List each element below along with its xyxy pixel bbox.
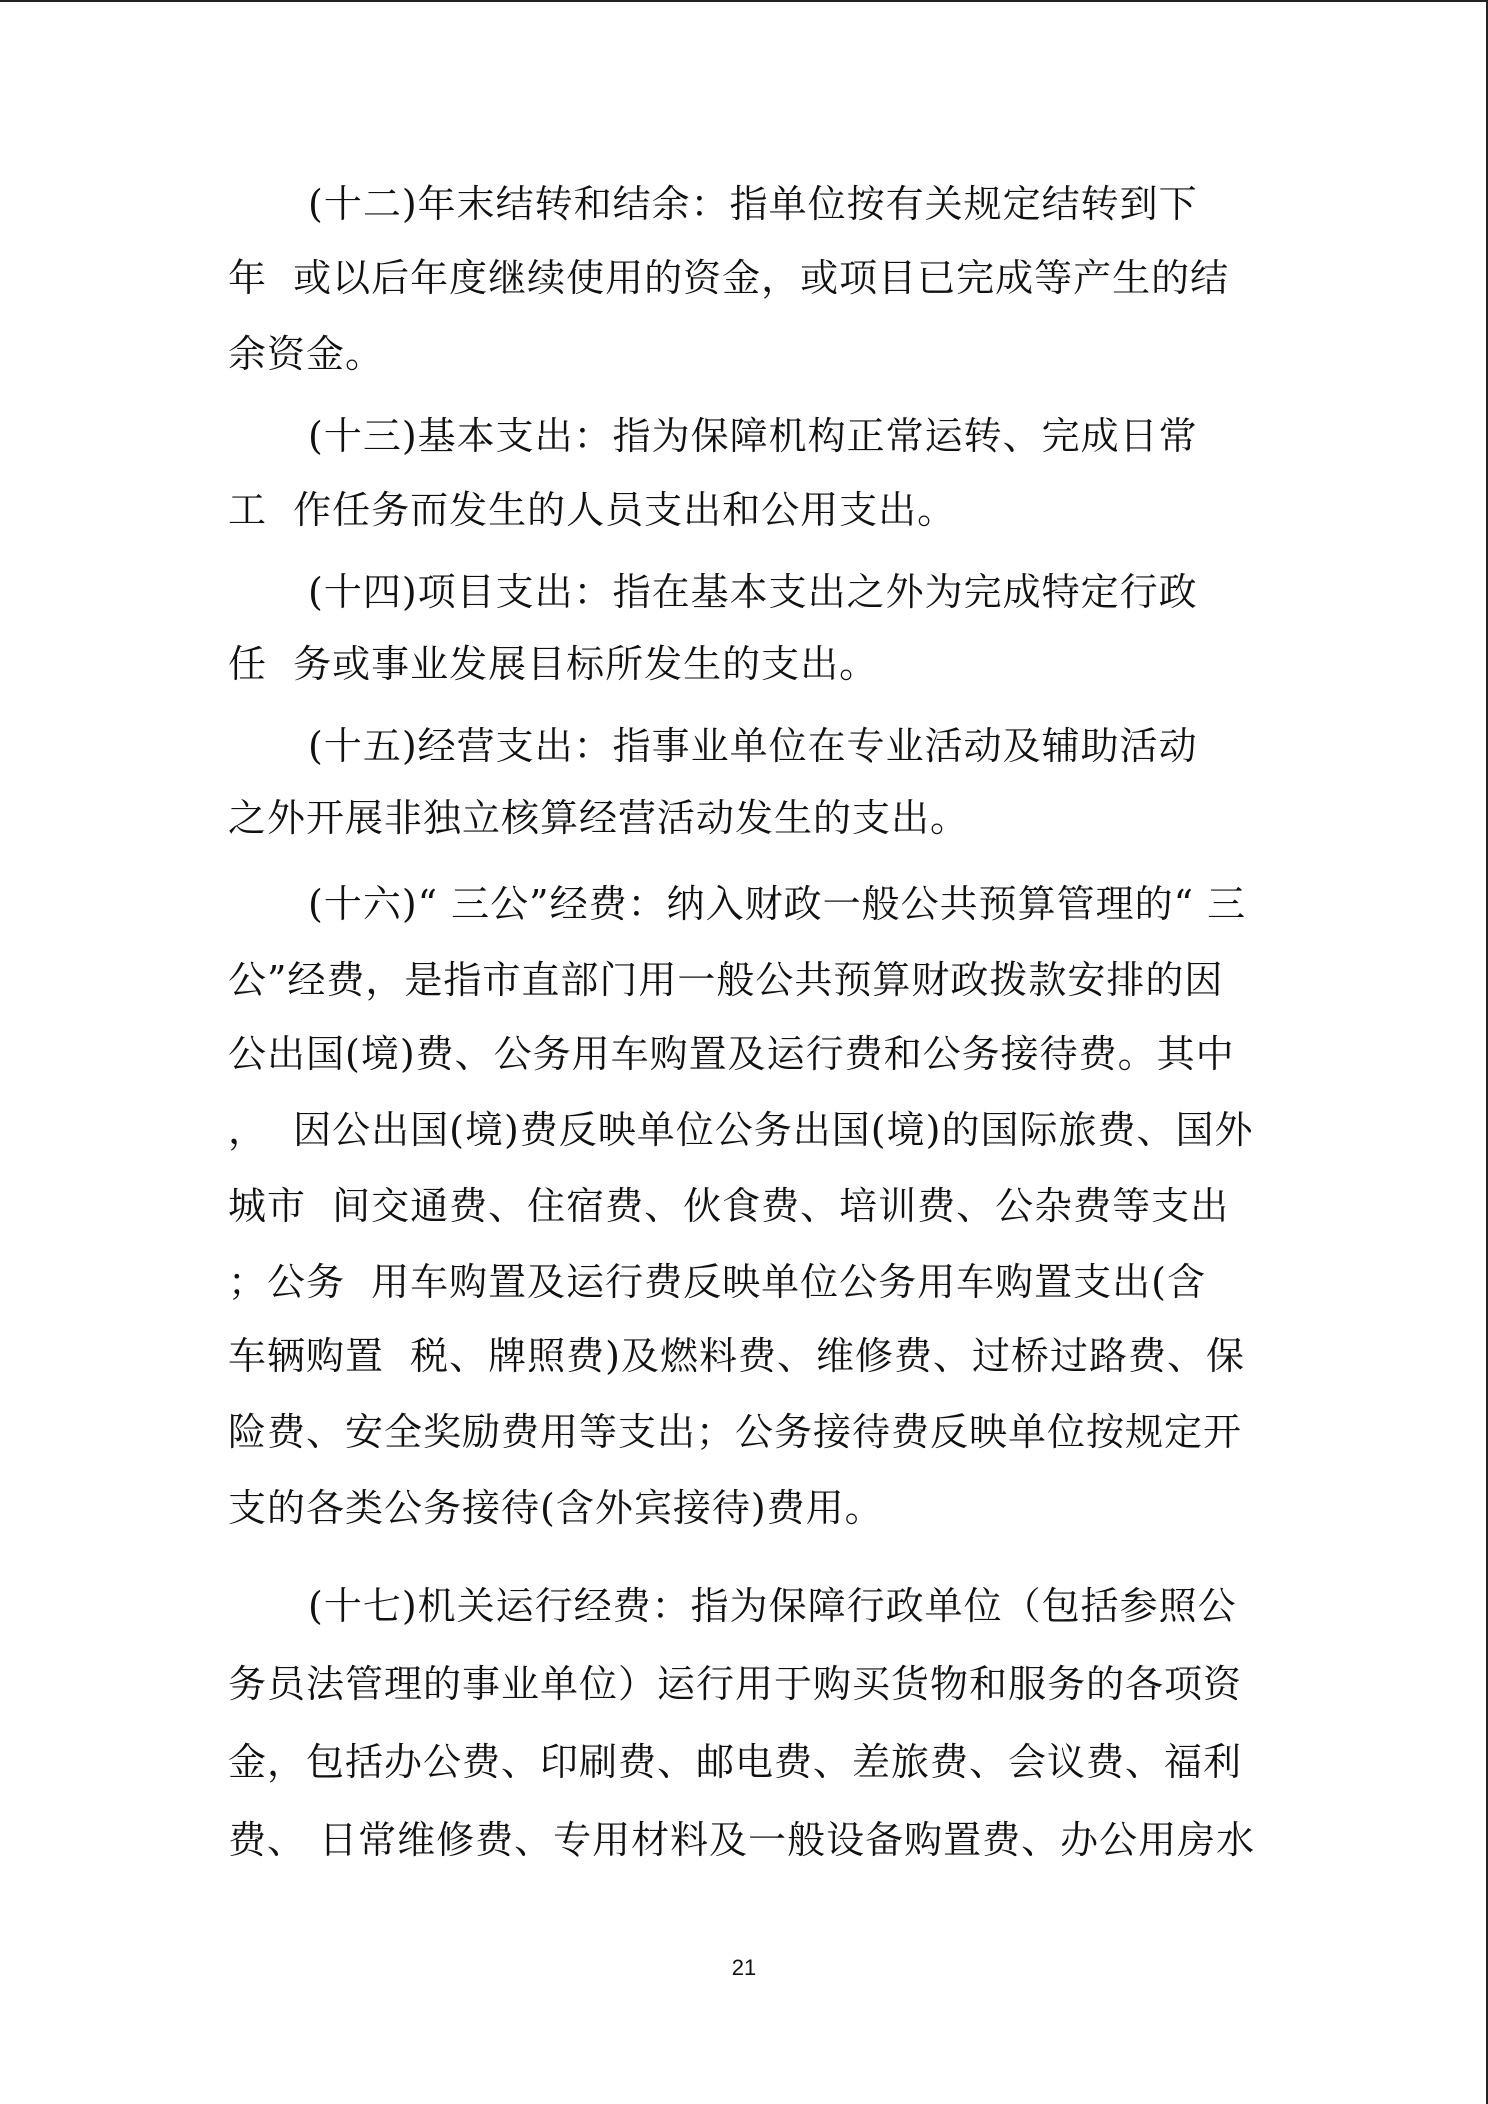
paragraph-line: (十七)机关运行经费：指为保障行政单位（包括参照公 xyxy=(308,1584,1237,1628)
paragraph-line: 支的各类公务接待(含外宾接待)费用。 xyxy=(228,1486,884,1530)
paragraph-line: 年 或以后年度继续使用的资金，或项目已完成等产生的结 xyxy=(228,256,1230,300)
paragraph-line: ；公务 用车购置及运行费反映单位公务用车购置支出(含 xyxy=(228,1260,1206,1304)
paragraph-line: (十二)年末结转和结余：指单位按有关规定结转到下 xyxy=(308,182,1198,226)
paragraph-line: 金，包括办公费、印刷费、邮电费、差旅费、会议费、福利 xyxy=(228,1740,1243,1784)
paragraph-line: 费、 日常维修费、专用材料及一般设备购置费、办公用房水 xyxy=(228,1818,1256,1862)
paragraph-line: (十三)基本支出：指为保障机构正常运转、完成日常 xyxy=(308,414,1198,458)
paragraph-line: 工 作任务而发生的人员支出和公用支出。 xyxy=(228,488,957,532)
paragraph-line: 任 务或事业发展目标所发生的支出。 xyxy=(228,642,879,686)
paragraph-line: (十五)经营支出：指事业单位在专业活动及辅助活动 xyxy=(308,724,1198,768)
paragraph-line: 公”经费，是指市直部门用一般公共预算财政拨款安排的因 xyxy=(228,958,1224,1002)
paragraph-line: 城市 间交通费、住宿费、伙食费、培训费、公杂费等支出 xyxy=(228,1184,1230,1228)
paragraph-line: 险费、安全奖励费用等支出；公务接待费反映单位按规定开 xyxy=(228,1410,1243,1454)
paragraph-line: 之外开展非独立核算经营活动发生的支出。 xyxy=(228,796,970,840)
paragraph-line: 公出国(境)费、公务用车购置及运行费和公务接待费。其中 xyxy=(228,1032,1235,1076)
page-number: 21 xyxy=(731,1955,757,1980)
paragraph-line: 务员法管理的事业单位）运行用于购买货物和服务的各项资 xyxy=(228,1662,1243,1706)
paragraph-line: 余资金。 xyxy=(228,332,385,376)
paragraph-line: 车辆购置 税、牌照费)及燃料费、维修费、过桥过路费、保 xyxy=(228,1334,1245,1378)
paragraph-line: ， 因公出国(境)费反映单位公务出国(境)的国际旅费、国外 xyxy=(228,1108,1254,1152)
paragraph-line: (十四)项目支出：指在基本支出之外为完成特定行政 xyxy=(308,570,1198,614)
paragraph-line: (十六)“ 三公”经费：纳入财政一般公共预算管理的“ 三 xyxy=(308,882,1247,926)
